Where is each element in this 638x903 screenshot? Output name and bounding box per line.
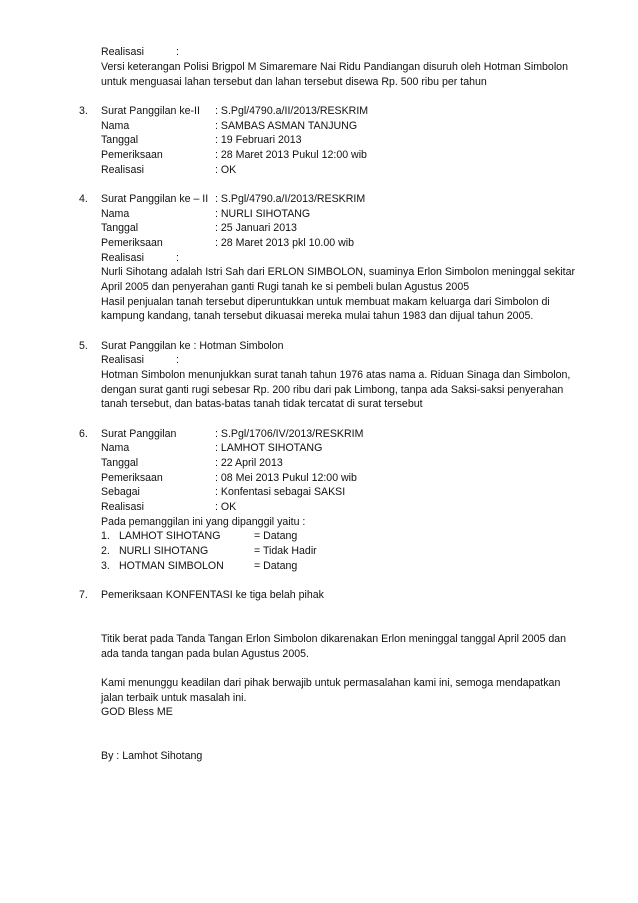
s4-line-2: April 2005 dan penyerahan ganti Rugi tanah ke si pembeli bulan Agustus 2005 [101,281,470,293]
s7-title: Pemeriksaan KONFENTASI ke tiga belah pihak [101,589,324,601]
s3-label-1: Surat Panggilan ke-II [101,105,200,117]
s6-label-6: Realisasi [101,501,144,513]
signature: By : Lamhot Sihotang [101,750,203,762]
intro-realisasi-colon: : [176,46,179,58]
intro-line-2: untuk menguasai lahan tersebut dan lahan tersebut disewa Rp. 500 ribu per tahun [101,76,487,88]
attendee-status-2: = Tidak Hadir [254,545,317,557]
s5-line-1: Hotman Simbolon menunjukkan surat tanah tahun 1976 atas nama a. Riduan Sinaga dan Simbolon, [101,369,571,381]
s3-value-2: : SAMBAS ASMAN TANJUNG [215,120,358,132]
s4-value-4: : 28 Maret 2013 pkl 10.00 wib [215,237,354,249]
s3-label-5: Realisasi [101,164,144,176]
section-3-number: 3. [79,105,88,117]
s6-value-6: : OK [215,501,237,513]
closing-p2-line-2: jalan terbaik untuk masalah ini. [101,692,247,704]
s6-label-5: Sebagai [101,486,140,498]
s4-realisasi-colon: : [176,252,179,264]
intro-realisasi-label: Realisasi [101,46,144,58]
attendee-name-3: HOTMAN SIMBOLON [119,560,224,572]
s4-value-2: : NURLI SIHOTANG [215,208,311,220]
s5-title: Surat Panggilan ke : Hotman Simbolon [101,340,284,352]
s3-label-3: Tanggal [101,134,139,146]
s4-value-1: : S.Pgl/4790.a/I/2013/RESKRIM [215,193,366,205]
closing-p2-line-3: GOD Bless ME [101,706,173,718]
s6-label-1: Surat Panggilan [101,428,177,440]
s5-realisasi-label: Realisasi [101,354,144,366]
s4-realisasi-label: Realisasi [101,252,144,264]
s6-label-3: Tanggal [101,457,139,469]
s5-line-3: tanah tersebut, dan batas-batas tanah tidak tercatat di surat tersebut [101,398,423,410]
s6-value-5: : Konfentasi sebagai SAKSI [215,486,346,498]
s3-value-1: : S.Pgl/4790.a/II/2013/RESKRIM [215,105,369,117]
attendee-status-3: = Datang [254,560,298,572]
s6-value-1: : S.Pgl/1706/IV/2013/RESKRIM [215,428,364,440]
s6-list-intro: Pada pemanggilan ini yang dipanggil yaitu : [101,516,306,528]
s6-value-2: : LAMHOT SIHOTANG [215,442,323,454]
s6-label-2: Nama [101,442,130,454]
s4-label-3: Tanggal [101,222,139,234]
s3-label-4: Pemeriksaan [101,149,163,161]
section-5-number: 5. [79,340,88,352]
attendee-number-2: 2. [101,545,110,557]
section-7-number: 7. [79,589,88,601]
s6-label-4: Pemeriksaan [101,472,163,484]
attendee-status-1: = Datang [254,530,298,542]
closing-p1-line-2: ada tanda tangan pada bulan Agustus 2005. [101,648,309,660]
section-6-number: 6. [79,428,88,440]
s4-label-2: Nama [101,208,130,220]
attendee-number-1: 1. [101,530,110,542]
s6-value-3: : 22 April 2013 [215,457,283,469]
s4-label-4: Pemeriksaan [101,237,163,249]
closing-p1-line-1: Titik berat pada Tanda Tangan Erlon Simbolon dikarenakan Erlon meninggal tanggal April 2005 dan [101,633,567,645]
section-4-number: 4. [79,193,88,205]
s5-realisasi-colon: : [176,354,179,366]
s3-value-5: : OK [215,164,237,176]
s4-label-1: Surat Panggilan ke – II [101,193,209,205]
attendee-name-1: LAMHOT SIHOTANG [119,530,221,542]
s4-line-3: Hasil penjualan tanah tersebut diperuntukkan untuk membuat makam keluarga dari Simbolon di [101,296,550,308]
s5-line-2: dengan surat ganti rugi sebesar Rp. 200 ribu dari pak Limbong, tanpa ada Saksi-saksi penyerahan [101,384,564,396]
s3-value-4: : 28 Maret 2013 Pukul 12:00 wib [215,149,367,161]
s3-label-2: Nama [101,120,130,132]
s3-value-3: : 19 Februari 2013 [215,134,302,146]
s6-value-4: : 08 Mei 2013 Pukul 12:00 wib [215,472,357,484]
s4-line-4: kampung kandang, tanah tersebut dikuasai mereka mulai tahun 1983 dan dijual tahun 2005. [101,310,534,322]
attendee-number-3: 3. [101,560,110,572]
s4-line-1: Nurli Sihotang adalah Istri Sah dari ERLON SIMBOLON, suaminya Erlon Simbolon meninggal sekitar [101,266,575,278]
intro-line-1: Versi keterangan Polisi Brigpol M Simaremare Nai Ridu Pandiangan disuruh oleh Hotman Simbolon [101,61,568,73]
closing-p2-line-1: Kami menunggu keadilan dari pihak berwajib untuk permasalahan kami ini, semoga mendapatkan [101,677,561,689]
attendee-name-2: NURLI SIHOTANG [119,545,209,557]
s4-value-3: : 25 Januari 2013 [215,222,297,234]
